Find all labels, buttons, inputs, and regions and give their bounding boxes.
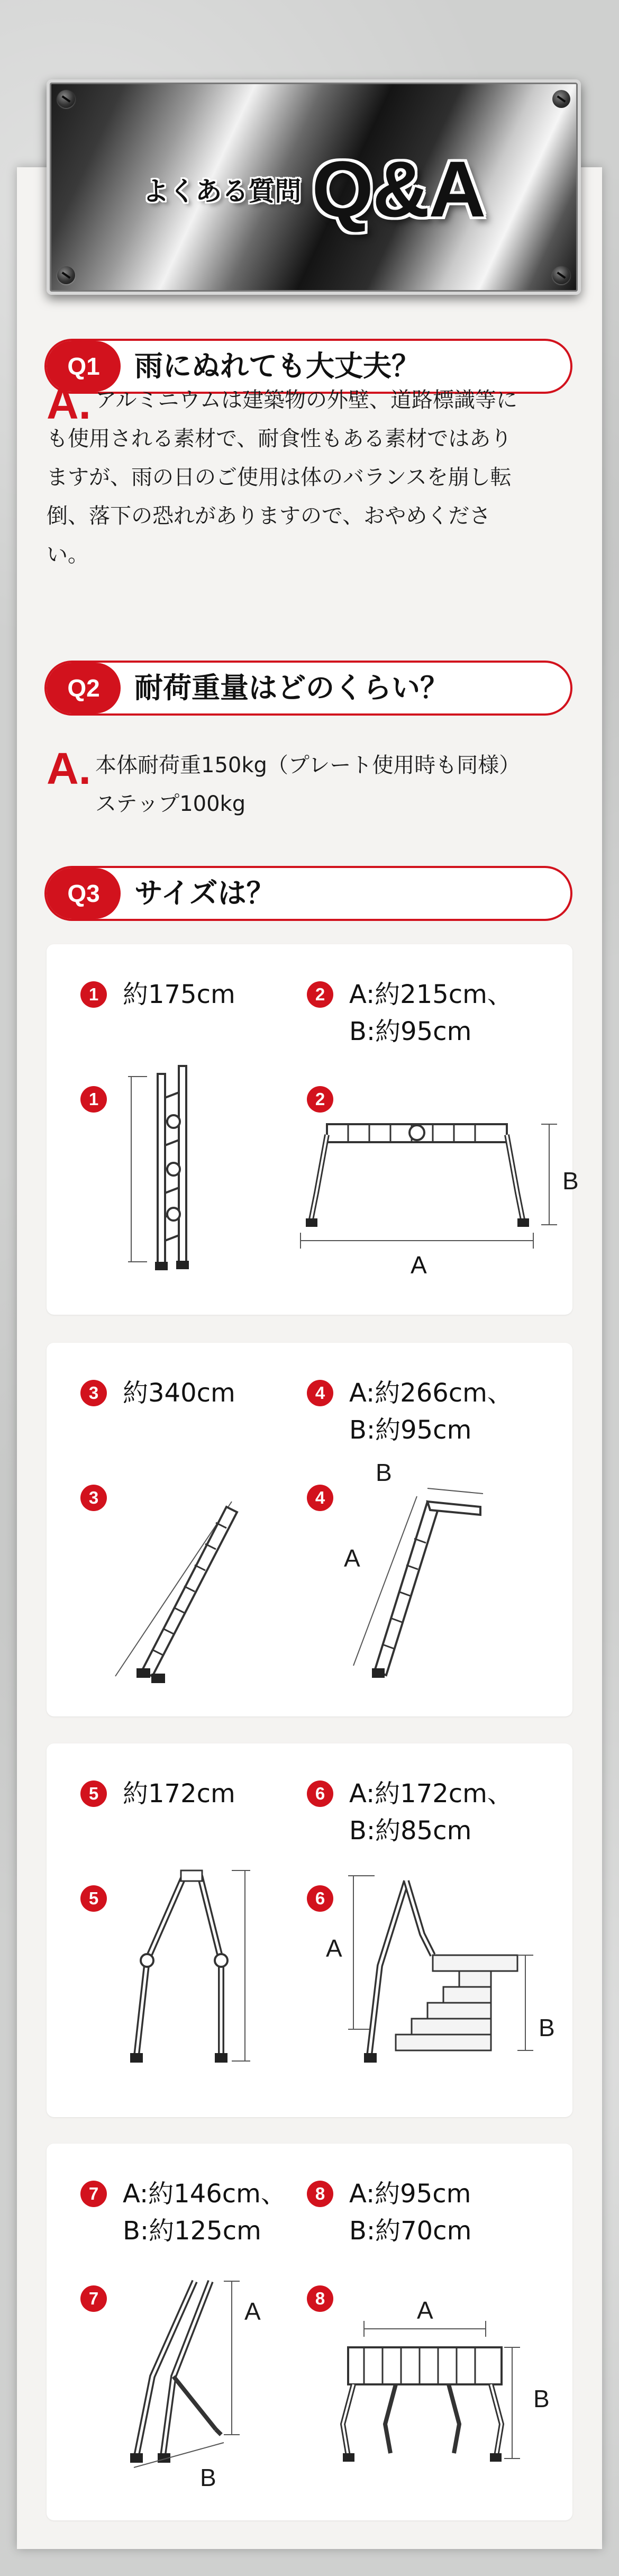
question-bar-q2 (44, 661, 572, 716)
ladder-stairs-figure (343, 1870, 544, 2072)
figure-number: 2 (307, 1086, 333, 1113)
dim-label-b: B (376, 1459, 392, 1486)
answer-text (47, 378, 577, 574)
figure-number: 1 (80, 1086, 107, 1113)
ladder-extended-figure (110, 1496, 258, 1687)
item-size-label: A:約215cm、 B:約95cm (349, 980, 513, 1046)
title-small: よくある質問 (142, 176, 302, 207)
item-size-label: A:約146cm、 B:約125cm (123, 2179, 286, 2246)
question-text: 雨にぬれても大丈夫？ (134, 349, 420, 383)
screw-icon (552, 90, 570, 108)
answer-q1 (47, 378, 577, 574)
item-number: 5 (80, 1780, 107, 1807)
screw-icon (57, 90, 75, 108)
item-size-label: 約172cm (123, 1779, 235, 1809)
answer-body: アルミニウムは建築物の外壁、道路標識等に も使用される素材で、耐食性もある素材ではあり ますが、雨の日のご使用は体のバランスを崩し転 倒、落下の恐れがありますので、おやめくださ い。 (47, 388, 517, 567)
item-number: 4 (307, 1380, 333, 1406)
dim-label-a: A (326, 1935, 342, 1962)
ladder-platform-figure (295, 1119, 560, 1294)
question-text: サイズは？ (134, 876, 275, 910)
question-tag: Q1 (47, 341, 121, 392)
dim-label-b: B (539, 2014, 555, 2041)
item-number: 8 (307, 2181, 333, 2207)
figure-number: 6 (307, 1885, 333, 1912)
dim-label-b: B (533, 2385, 550, 2412)
figure-number: 8 (307, 2285, 333, 2312)
item-size-label: 約340cm (123, 1378, 235, 1408)
dim-label-a: A (411, 1251, 427, 1279)
item-size-label: A:約172cm、 B:約85cm (349, 1779, 513, 1846)
item-number: 7 (80, 2181, 107, 2207)
dim-label-a: A (417, 2297, 433, 2324)
dim-label-a: A (244, 2298, 261, 2325)
header-plate (47, 79, 581, 295)
ladder-aframe-figure (126, 1865, 253, 2066)
dim-label-b: B (562, 1167, 579, 1195)
figure-number: 5 (80, 1885, 107, 1912)
size-card (47, 944, 579, 1315)
answer-q2 (47, 746, 577, 824)
page-title (50, 143, 578, 235)
item-number: 2 (307, 981, 333, 1008)
figure-number: 3 (80, 1485, 107, 1511)
answer-mark: A. (47, 378, 91, 428)
figure-number: 4 (307, 1485, 333, 1511)
question-tag: Q2 (47, 663, 121, 713)
item-size-label: A:約95cm B:約70cm (349, 2179, 472, 2246)
item-size-label: 約175cm (123, 980, 235, 1009)
question-bar-q3 (44, 866, 572, 921)
figure-number: 7 (80, 2285, 107, 2312)
question-text: 耐荷重量はどのくらい？ (134, 671, 449, 704)
size-card (47, 2144, 572, 2520)
item-number: 6 (307, 1780, 333, 1807)
item-number: 1 (80, 981, 107, 1008)
title-big: Q&A (312, 144, 485, 233)
screw-icon (57, 266, 75, 284)
question-tag: Q3 (47, 868, 121, 919)
item-number: 3 (80, 1380, 107, 1406)
size-card (47, 1343, 572, 1716)
dim-label-a: A (344, 1544, 360, 1572)
item-size-label: A:約266cm、 B:約95cm (349, 1378, 513, 1445)
ladder-straight-figure (126, 1061, 221, 1283)
screw-icon (552, 266, 570, 284)
answer-text: 本体耐荷重150kg（プレート使用時も同様） ステップ100kg (95, 753, 521, 816)
size-card (47, 1743, 572, 2117)
dim-label-b: B (200, 2464, 216, 2491)
ladder-scaffold-figure (332, 2318, 523, 2488)
ladder-wall-figure (322, 1475, 496, 1687)
answer-mark: A. (47, 744, 91, 793)
